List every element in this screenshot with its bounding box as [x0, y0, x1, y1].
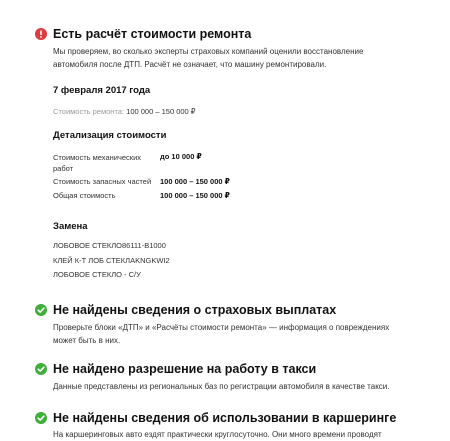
detail-value-mechanical: до 10 000 ₽	[160, 152, 202, 161]
replacement-item: ЛОБОВОЕ СТЕКЛО86111-B1000	[53, 241, 166, 250]
repair-cost-value: 100 000 – 150 000 ₽	[126, 107, 196, 116]
repair-cost-label: Стоимость ремонта:	[53, 107, 125, 116]
repair-date: 7 февраля 2017 года	[53, 85, 151, 96]
detail-label-total: Общая стоимость	[53, 191, 116, 200]
repair-cost-description: Мы проверяем, во сколько эксперты страховых компаний оценили восстановление автомобиля после ДТП. Расчёт не означает, что машину ремонтировали.	[53, 47, 364, 69]
taxi-description: Данные представлены из региональных баз по регистрации автомобиля в качестве такси.	[53, 382, 390, 391]
replacement-heading: Замена	[53, 221, 88, 232]
check-icon	[35, 412, 47, 424]
detail-value-total: 100 000 – 150 000 ₽	[160, 191, 230, 200]
carsharing-title: Не найдены сведения об использовании в каршеринге	[53, 411, 397, 425]
replacement-item: КЛЕЙ К-Т ЛОБ СТЕКЛАKNGKWI2	[53, 256, 170, 265]
insurance-description: Проверьте блоки «ДТП» и «Расчёты стоимости ремонта» — информация о повреждениях может быть в них.	[53, 323, 390, 345]
detail-value-parts: 100 000 – 150 000 ₽	[160, 177, 230, 186]
cost-details-heading: Детализация стоимости	[53, 130, 167, 141]
replacement-item: ЛОБОВОЕ СТЕКЛО - С/У	[53, 270, 141, 279]
insurance-title: Не найдены сведения о страховых выплатах	[53, 303, 337, 317]
repair-cost-line	[53, 107, 196, 116]
repair-cost-title: Есть расчёт стоимости ремонта	[53, 27, 252, 41]
carsharing-description: На каршеринговых авто ездят практически круглосуточно. Они много времени проводят	[53, 430, 382, 439]
check-icon	[35, 363, 47, 375]
taxi-title: Не найдено разрешение на работу в такси	[53, 362, 317, 376]
check-icon	[35, 304, 47, 316]
detail-label-parts: Стоимость запасных частей	[53, 177, 152, 186]
alert-icon	[35, 28, 47, 40]
detail-label-mechanical: Стоимость механических работ	[53, 153, 142, 173]
